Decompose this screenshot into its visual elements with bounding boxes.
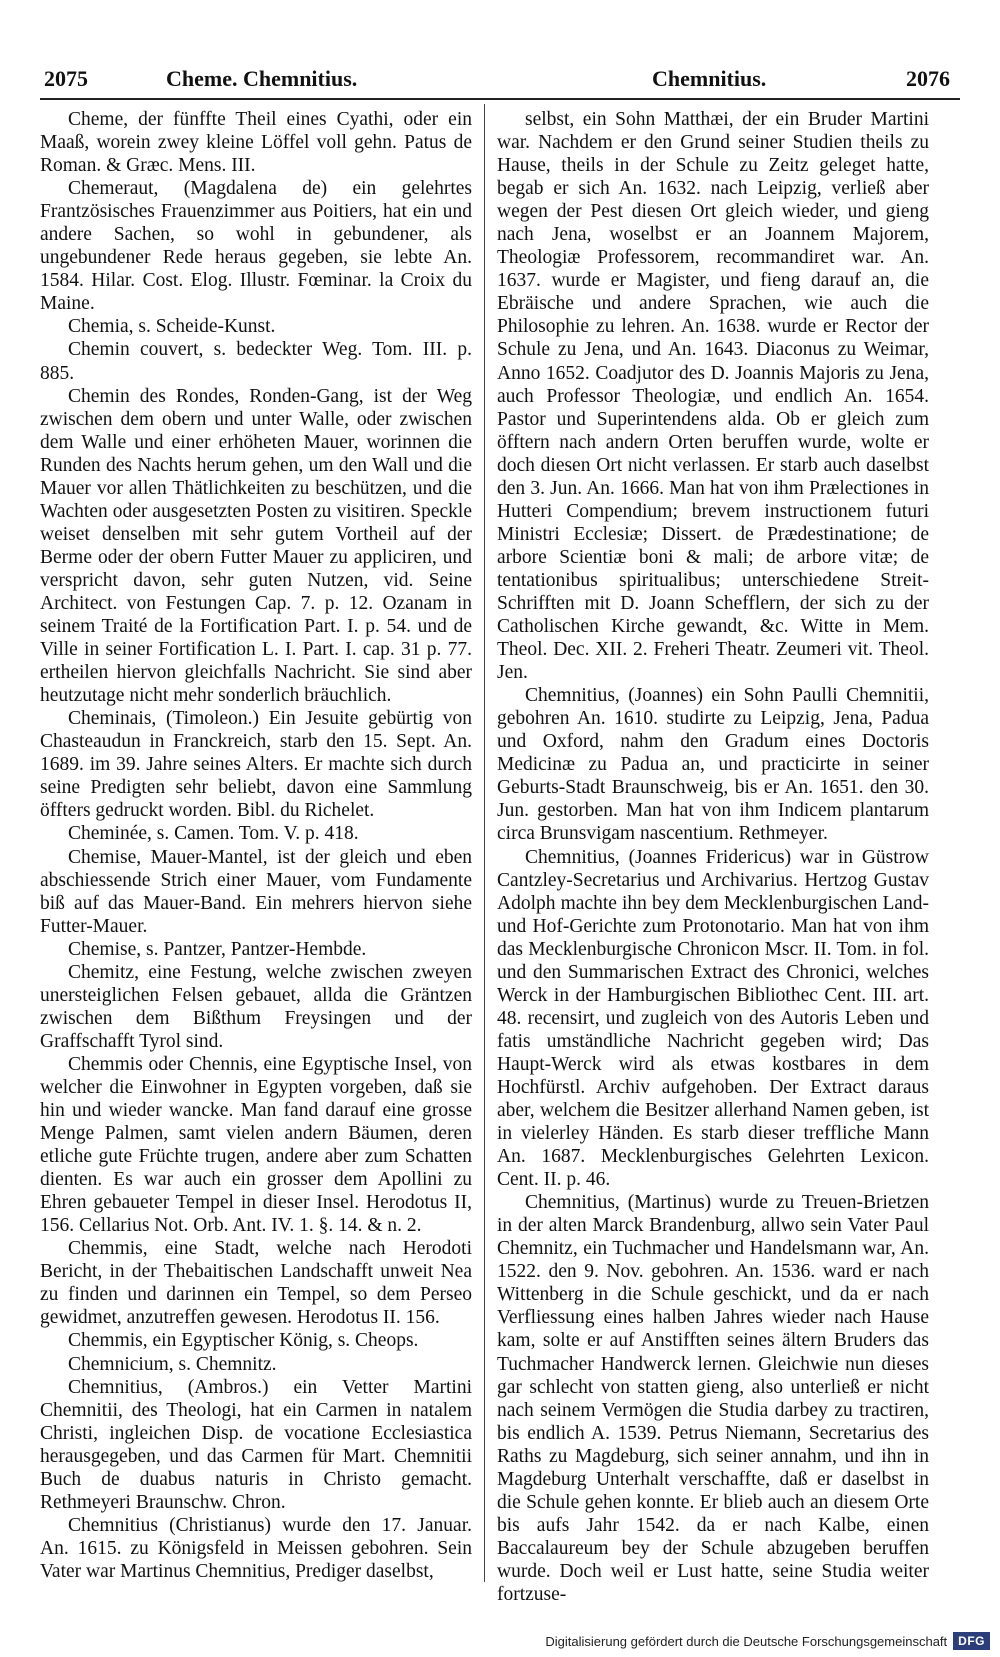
- dictionary-entry: Chemmis oder Chennis, eine Egyptische Insel, von welcher die Einwohner in Egypten vorgeben, daß sie hin und wieder wancke. Man fand darauf eine grosse Menge Palmen, samt vielen andern Bäumen, deren etliche gute Früchte trugen, andere aber zum Schatten dienten. Es war auch ein grosser dem Apollini zu Ehren gebaueter Tempel in dieser Insel. Herodotus II, 156. Cellarius Not. Orb. Ant. IV. 1. §. 14. & n. 2.: [40, 1053, 472, 1237]
- dictionary-entry: Chemnitius (Christianus) wurde den 17. Januar. An. 1615. zu Königsfeld in Meissen gebohren. Sein Vater war Martinus Chemnitius, Prediger daselbst,: [40, 1514, 472, 1582]
- dictionary-entry: selbst, ein Sohn Matthæi, der ein Bruder Martini war. Nachdem er den Grund seiner Studien theils zu Hause, theils in der Schule zu Zeitz geleget hatte, begab er sich An. 1632. nach Leipzig, verließ aber wegen der Pest diesen Ort gleich wieder, und gieng nach Jena, woselbst er an Joannem Majorem, Theologiæ Professorem, recommandiret war. An. 1637. wurde er Magister, und fieng darauf an, die Ebräische und andere Sprachen, wie auch die Philosophie zu lehren. An. 1638. wurde er Rector der Schule zu Jena, und An. 1643. Diaconus zu Weimar, Anno 1652. Coadjutor des D. Joannis Majoris zu Jena, auch Professor Theologiæ, und endlich An. 1654. Pastor und Superintendens alda. Ob er gleich zum öfftern nach andern Orten beruffen wurde, wolte er doch diesen Ort nicht verlassen. Er starb auch daselbst den 3. Jun. An. 1666. Man hat von ihm Prælectiones in Hutteri Compendium; brevem instructionem futuri Ministri Ecclesiæ; Dissert. de Prædestinatione; de arbore Scientiæ boni & mali; de arbore vitæ; de tentationibus spiritualibus; unterschiedene Streit-Schrifften mit D. Joann Schefflern, der sich zu der Catholischen Kirche gewandt, &c. Witte in Mem. Theol. Dec. XII. 2. Freheri Theatr. Zeumeri vit. Theol. Jen.: [497, 109, 929, 684]
- credit-text: Digitalisierung gefördert durch die Deutsche Forschungsgemeinschaft: [545, 1633, 948, 1649]
- dictionary-entry: Chemnitius, (Martinus) wurde zu Treuen-Brietzen in der alten Marck Brandenburg, allwo sein Vater Paul Chemnitz, ein Tuchmacher und Handelsmann war, An. 1522. den 9. Nov. gebohren. An. 1536. ward er nach Wittenberg in die Schule geschickt, und da er nach Verfliessung eines halben Jahres wieder nach Hause kam, solte er auf Anstifften seines ältern Bruders das Tuchmacher Handwerck lernen. Gleichwie nun dieses gar schlecht von statten gieng, also unterließ er nicht nach seinem Vermögen die Studia darbey zu tractiren, bis endlich A. 1539. Petrus Niemann, Secretarius des Raths zu Magdeburg, sich seiner annahm, und ihn in Magdeburg Unterhalt verschaffte, daß er daselbst in die Schule gehen konnte. Er blieb auch an diesem Orte bis aufs Jahr 1542. da er nach Kalbe, einen Baccalaureum bey der Schule abzugeben beruffen wurde. Doch weil er Lust hatte, seine Studia weiter fortzuse-: [497, 1192, 929, 1605]
- running-header: [40, 66, 950, 102]
- column-divider: [484, 104, 485, 1582]
- dictionary-entry: Chemin des Rondes, Ronden-Gang, ist der Weg zwischen dem obern und unter Walle, oder zwischen dem Walle und einer erhöheten Mauer, worinnen die Runden des Nachts herum gehen, um den Wall und die Mauer vor allen Thätlichkeiten zu beschützen, und die Wachten oder ausgesetzten Posten zu visitiren. Speckle weiset denselben mit sehr gutem Vortheil auf der Berme oder der obern Futter Mauer zu appliciren, und verspricht davon, sehr guten Nutzen, vid. Seine Architect. von Festungen Cap. 7. p. 12. Ozanam in seinem Traité de la Fortification Part. I. p. 54. und de Ville in seiner Fortification L. I. Part. I. cap. 31 p. 77. ertheilen hiervon gleichfalls Nachricht. Sie sind aber heutzutage nicht mehr sonderlich bräuchlich.: [40, 385, 472, 707]
- dictionary-entry: Chemmis, ein Egyptischer König, s. Cheops.: [68, 1330, 419, 1352]
- left-page-number: 2075: [44, 66, 88, 91]
- dictionary-entry: Chemise, Mauer-Mantel, ist der gleich und eben abschiessende Strich einer Mauer, vom Fundamente biß auf das Mauer-Band. Ein mehrers hiervon siehe Futter-Mauer.: [40, 846, 472, 937]
- dictionary-entry: Chemitz, eine Festung, welche zwischen zweyen unersteiglichen Felsen gebauet, allda die Gräntzen zwischen dem Bißthum Freysingen und der Graffschafft Tyrol sind.: [40, 961, 472, 1052]
- dictionary-entry: Chemin couvert, s. bedeckter Weg. Tom. III. p. 885.: [40, 339, 472, 384]
- right-running-head: Chemnitius.: [652, 66, 767, 91]
- dictionary-entry: Chemia, s. Scheide-Kunst.: [68, 316, 276, 338]
- dictionary-entry: Cheminais, (Timoleon.) Ein Jesuite gebürtig von Chasteaudun in Franckreich, starb den 15. Sept. An. 1689. im 39. Jahre seines Alters. Er machte sich durch seine Predigten sehr beliebt, davon eine Sammlung öffters gedruckt worden. Bibl. du Richelet.: [40, 708, 472, 822]
- dictionary-entry: Chemeraut, (Magdalena de) ein gelehrtes Frantzösisches Frauenzimmer aus Poitiers, hat ein und andere Sachen, so wohl in gebundener, als ungebundener Rede heraus gegeben, sie lebte An. 1584. Hilar. Cost. Elog. Illustr. Fœminar. la Croix du Maine.: [40, 178, 472, 315]
- dictionary-entry: Chemnitius, (Ambros.) ein Vetter Martini Chemnitii, des Theologi, hat ein Carmen in natalem Christi, ingleichen Disp. de vocatione Ecclesiastica herausgegeben, und das Carmen für Mart. Chemnitii Buch de duabus naturis in Christo gemacht. Rethmeyeri Braunschw. Chron.: [40, 1376, 472, 1513]
- left-running-head: Cheme. Chemnitius.: [166, 66, 358, 91]
- header-rule: [40, 98, 960, 100]
- dictionary-entry: Cheme, der fünffte Theil eines Cyathi, oder ein Maaß, worein zwey kleine Löffel voll gehn. Patus de Roman. & Græc. Mens. III.: [40, 109, 472, 177]
- dictionary-entry: Chemnitius, (Joannes Fridericus) war in Güstrow Cantzley-Secretarius und Archivarius. Hertzog Gustav Adolph machte ihn bey dem Mecklenburgischen Land- und Hof-Gerichte zum Protonotario. Man hat von ihm das Mecklenburgische Chronicon Mscr. II. Tom. in fol. und den Summarischen Extract des Chronici, welches Werck in der Hamburgischen Bibliothec Cent. III. art. 48. recensirt, und zugleich von des Autoris Leben und fatis umständliche Nachricht gegeben wird; Das Haupt-Werck wird als etwas kostbares in dem Hochfürstl. Archiv aufgehoben. Der Extract daraus aber, welchem die Besitzer allerhand Namen geben, ist in vielerley Händen. Es starb dieser treffliche Mann An. 1687. Mecklenburgisches Gelehrten Lexicon. Cent. II. p. 46.: [497, 846, 929, 1191]
- left-column: [40, 108, 472, 1582]
- dictionary-entry: Chemmis, eine Stadt, welche nach Herodoti Bericht, in der Thebaitischen Landschafft unweit Nea zu finden und darinnen ein Tempel, so dem Perseo gewidmet, anzutreffen gewesen. Herodotus II. 156.: [40, 1238, 472, 1329]
- dfg-logo: DFG: [953, 1632, 990, 1650]
- dictionary-entry: Chemnitius, (Joannes) ein Sohn Paulli Chemnitii, gebohren An. 1610. studirte zu Leipzig, Jena, Padua und Oxford, nahm den Gradum eines Doctoris Medicinæ zu Padua an, und practicirte in seiner Geburts-Stadt Braunschweig, bis er An. 1651. den 30. Jun. gestorben. Man hat von ihm Indicem plantarum circa Brunsvigam nascentium. Rethmeyer.: [497, 685, 929, 845]
- dictionary-entry: Cheminée, s. Camen. Tom. V. p. 418.: [68, 823, 359, 845]
- right-page-number: 2076: [906, 66, 950, 91]
- dictionary-entry: Chemnicium, s. Chemnitz.: [68, 1353, 277, 1375]
- dictionary-entry: Chemise, s. Pantzer, Pantzer-Hembde.: [68, 938, 367, 960]
- right-column: [497, 108, 929, 1605]
- digitization-credit: [545, 1629, 990, 1653]
